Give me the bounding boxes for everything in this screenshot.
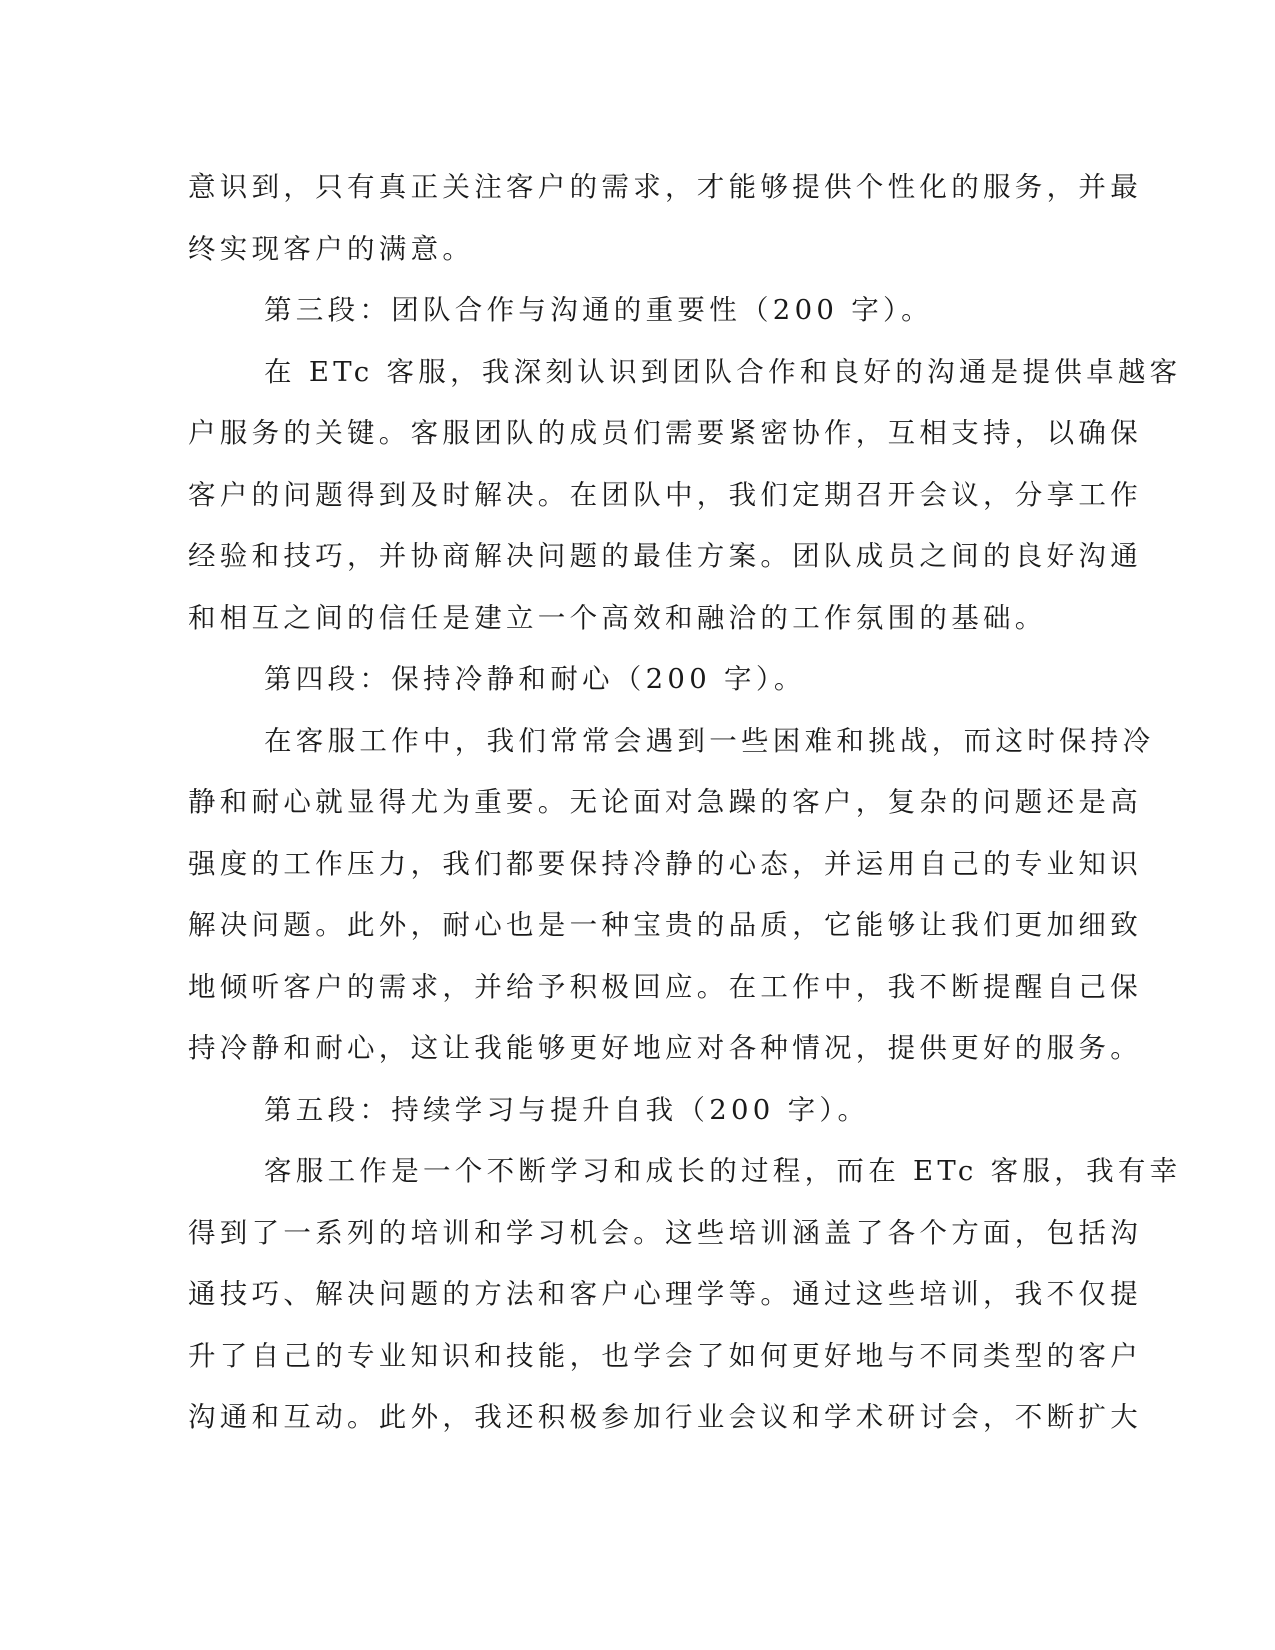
paragraph-line: 强度的工作压力，我们都要保持冷静的心态，并运用自己的专业知识 bbox=[188, 847, 1142, 880]
paragraph-line: 通技巧、解决问题的方法和客户心理学等。通过这些培训，我不仅提 bbox=[188, 1278, 1142, 1310]
section-heading: 第三段：团队合作与沟通的重要性（200 字）。 bbox=[264, 294, 933, 326]
paragraph-line: 沟通和互动。此外，我还积极参加行业会议和学术研讨会，不断扩大 bbox=[188, 1401, 1142, 1433]
paragraph-line: 在客服工作中，我们常常会遇到一些困难和挑战，而这时保持冷 bbox=[264, 724, 1155, 757]
paragraph-line: 解决问题。此外，耐心也是一种宝贵的品质，它能够让我们更加细致 bbox=[188, 909, 1142, 941]
section-heading: 第五段：持续学习与提升自我（200 字）。 bbox=[264, 1093, 870, 1126]
paragraph-line: 持冷静和耐心，这让我能够更好地应对各种情况，提供更好的服务。 bbox=[188, 1032, 1142, 1064]
paragraph-line: 经验和技巧，并协商解决问题的最佳方案。团队成员之间的良好沟通 bbox=[188, 540, 1142, 572]
paragraph-line: 终实现客户的满意。 bbox=[188, 232, 475, 265]
section-heading: 第四段：保持冷静和耐心（200 字）。 bbox=[264, 663, 806, 695]
paragraph-line: 地倾听客户的需求，并给予积极回应。在工作中，我不断提醒自己保 bbox=[188, 970, 1142, 1003]
document-body bbox=[188, 157, 1182, 1449]
paragraph-line: 得到了一系列的培训和学习机会。这些培训涵盖了各个方面，包括沟 bbox=[188, 1216, 1142, 1249]
paragraph-line: 客户的问题得到及时解决。在团队中，我们定期召开会议，分享工作 bbox=[188, 478, 1142, 511]
paragraph-line: 和相互之间的信任是建立一个高效和融洽的工作氛围的基础。 bbox=[188, 601, 1047, 634]
paragraph-line: 升了自己的专业知识和技能，也学会了如何更好地与不同类型的客户 bbox=[188, 1339, 1142, 1372]
paragraph-line: 意识到，只有真正关注客户的需求，才能够提供个性化的服务，并最 bbox=[188, 171, 1142, 203]
paragraph-line: 客服工作是一个不断学习和成长的过程，而在 ETc 客服，我有幸 bbox=[264, 1155, 1182, 1187]
paragraph-line: 在 ETc 客服，我深刻认识到团队合作和良好的沟通是提供卓越客 bbox=[264, 355, 1182, 388]
paragraph-line: 户服务的关键。客服团队的成员们需要紧密协作，互相支持，以确保 bbox=[188, 417, 1142, 449]
paragraph-line: 静和耐心就显得尤为重要。无论面对急躁的客户，复杂的问题还是高 bbox=[188, 786, 1142, 818]
